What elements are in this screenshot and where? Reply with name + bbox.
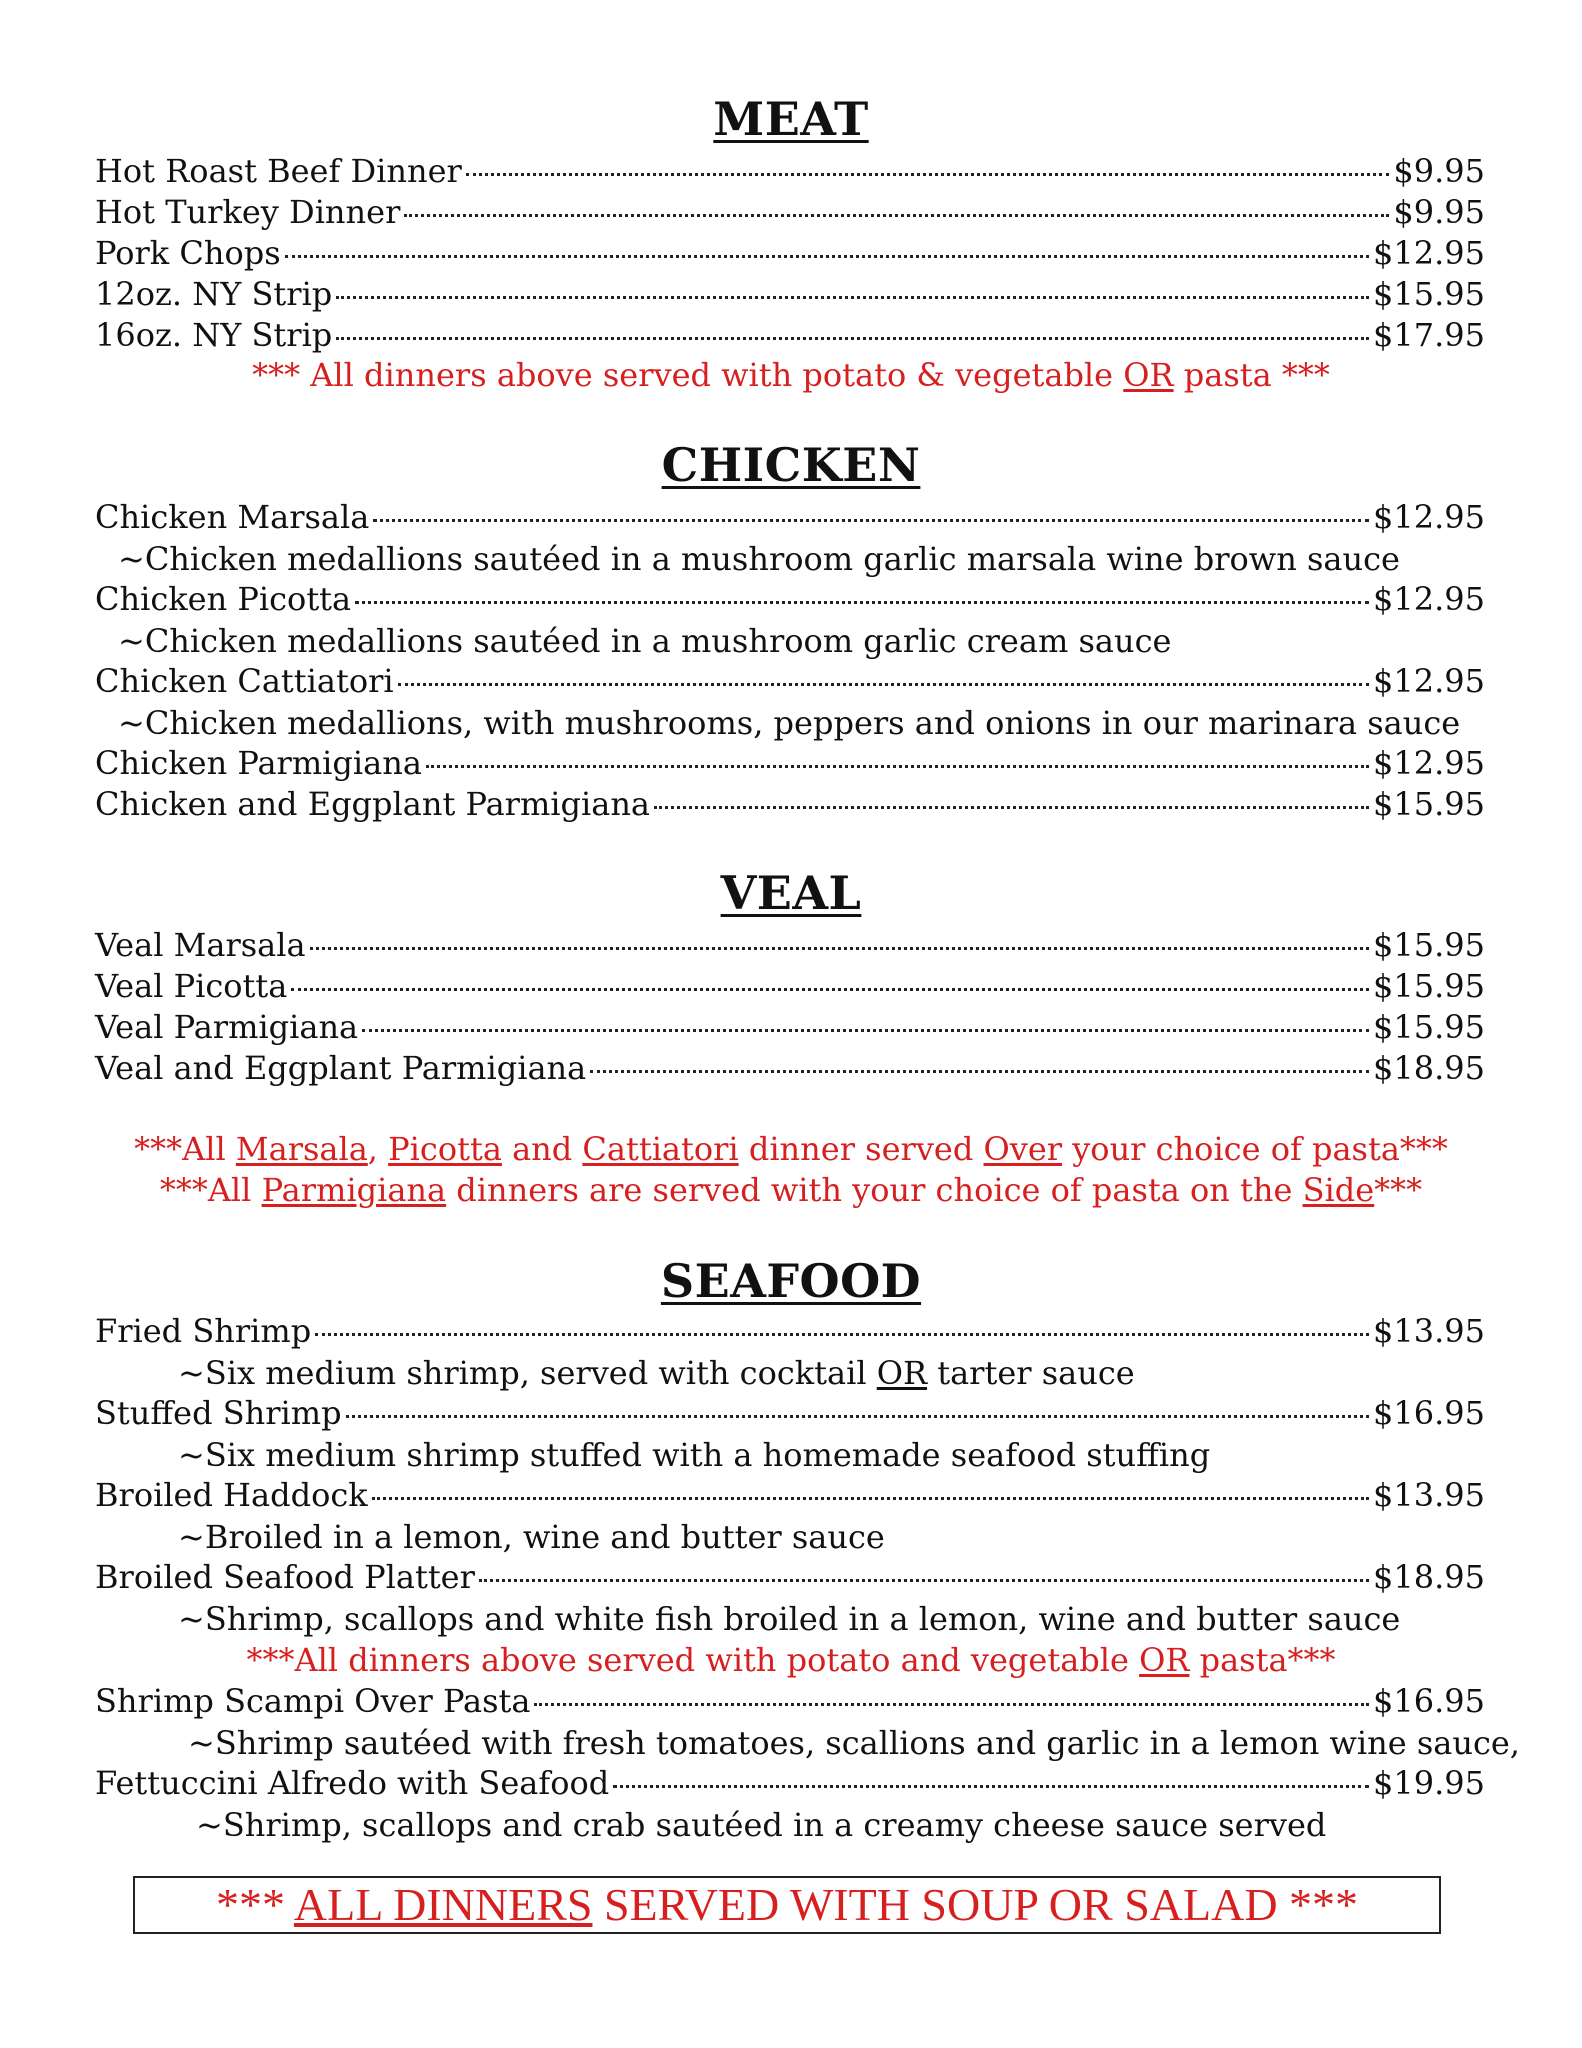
veal-note-1	[0, 1130, 1582, 1168]
item-price: $18.95	[1373, 1558, 1485, 1596]
note-underlined: Over	[983, 1130, 1063, 1168]
dot-leader	[479, 1579, 1369, 1582]
menu-item-row	[95, 967, 1485, 1007]
note-underlined: Parmigiana	[261, 1171, 447, 1209]
item-name: Hot Turkey Dinner	[95, 193, 401, 231]
dot-leader	[404, 214, 1389, 217]
item-price: $12.95	[1373, 580, 1485, 618]
menu-item-row	[95, 498, 1485, 538]
item-description: ~Chicken medallions sautéed in a mushroom garlic cream sauce	[118, 622, 1172, 660]
item-name: Veal Picotta	[95, 967, 288, 1005]
item-description: ~Chicken medallions, with mushrooms, peppers and onions in our marinara sauce	[118, 704, 1461, 742]
item-price: $12.95	[1373, 498, 1485, 536]
dot-leader	[426, 765, 1369, 768]
veal-note-2	[0, 1171, 1582, 1209]
menu-item-row	[95, 152, 1485, 192]
note-text: ***All dinners above served with potato and vegetable	[246, 1641, 1140, 1679]
item-name: Fried Shrimp	[95, 1312, 312, 1350]
dot-leader	[534, 1703, 1369, 1706]
note-text: pasta***	[1189, 1641, 1336, 1679]
item-price: $16.95	[1373, 1394, 1485, 1432]
dot-leader	[315, 1333, 1369, 1336]
dot-leader	[466, 173, 1390, 176]
item-price: $9.95	[1393, 152, 1485, 190]
menu-item-row	[95, 1312, 1485, 1352]
banner-underlined: ALL DINNERS	[293, 1879, 593, 1930]
banner-text: SERVED WITH SOUP OR SALAD ***	[592, 1879, 1359, 1930]
menu-item-row	[95, 193, 1485, 233]
item-name: 16oz. NY Strip	[95, 316, 333, 354]
note-text: ***	[1374, 1171, 1423, 1209]
item-price: $15.95	[1373, 275, 1485, 313]
item-price: $15.95	[1373, 1008, 1485, 1046]
item-price: $17.95	[1373, 316, 1485, 354]
desc-text: ~Six medium shrimp, served with cocktail	[178, 1354, 877, 1392]
note-text: *** All dinners above served with potato & vegetable	[252, 356, 1124, 394]
note-underlined: Marsala	[235, 1130, 368, 1168]
note-underlined: OR	[1123, 356, 1174, 394]
dot-leader	[398, 683, 1369, 686]
item-name: Veal and Eggplant Parmigiana	[95, 1049, 587, 1087]
dot-leader	[372, 1497, 1369, 1500]
note-underlined: OR	[1139, 1641, 1190, 1679]
dot-leader	[355, 601, 1369, 604]
item-name: Broiled Haddock	[95, 1476, 368, 1514]
dot-leader	[373, 519, 1369, 522]
item-description: ~Shrimp sautéed with fresh tomatoes, scallions and garlic in a lemon wine sauce,	[188, 1724, 1520, 1762]
menu-item-row	[95, 316, 1485, 356]
item-description: ~Broiled in a lemon, wine and butter sauce	[178, 1518, 885, 1556]
item-name: Chicken Parmigiana	[95, 744, 422, 782]
menu-item-row	[95, 275, 1485, 315]
menu-item-row	[95, 1008, 1485, 1048]
chicken-heading: CHICKEN	[661, 438, 921, 492]
item-name: Shrimp Scampi Over Pasta	[95, 1682, 531, 1720]
item-price: $15.95	[1373, 967, 1485, 1005]
item-price: $13.95	[1373, 1312, 1485, 1350]
item-price: $18.95	[1373, 1049, 1485, 1087]
menu-item-row	[95, 662, 1485, 702]
dot-leader	[291, 988, 1369, 991]
item-description: ~Six medium shrimp stuffed with a homemade seafood stuffing	[178, 1436, 1211, 1474]
note-text: your choice of pasta***	[1062, 1130, 1448, 1168]
item-name: Chicken Picotta	[95, 580, 352, 618]
note-text: pasta ***	[1173, 356, 1330, 394]
menu-item-row	[95, 926, 1485, 966]
note-underlined: Side	[1302, 1171, 1375, 1209]
note-underlined: Picotta	[388, 1130, 502, 1168]
item-name: Chicken and Eggplant Parmigiana	[95, 785, 650, 823]
note-text: ***All	[134, 1130, 236, 1168]
menu-item-row	[95, 785, 1485, 825]
desc-text: tarter sauce	[927, 1354, 1135, 1392]
seafood-note	[0, 1641, 1582, 1679]
item-name: Chicken Cattiatori	[95, 662, 394, 700]
item-name: Chicken Marsala	[95, 498, 370, 536]
dot-leader	[336, 337, 1369, 340]
menu-item-row	[95, 1049, 1485, 1089]
item-price: $13.95	[1373, 1476, 1485, 1514]
item-description	[178, 1354, 1135, 1392]
item-name: Pork Chops	[95, 234, 281, 272]
menu-item-row	[95, 1476, 1485, 1516]
seafood-heading: SEAFOOD	[660, 1254, 922, 1308]
item-name: Veal Parmigiana	[95, 1008, 359, 1046]
note-text: ,	[367, 1130, 389, 1168]
dot-leader	[310, 947, 1369, 950]
item-price: $9.95	[1393, 193, 1485, 231]
item-name: 12oz. NY Strip	[95, 275, 333, 313]
dot-leader	[613, 1785, 1369, 1788]
menu-item-row	[95, 1558, 1485, 1598]
item-description: ~Shrimp, scallops and white fish broiled in a lemon, wine and butter sauce	[178, 1600, 1401, 1638]
dot-leader	[336, 296, 1369, 299]
note-text: and	[501, 1130, 583, 1168]
dot-leader	[654, 806, 1369, 809]
item-description: ~Chicken medallions sautéed in a mushroom garlic marsala wine brown sauce	[118, 540, 1400, 578]
item-name: Broiled Seafood Platter	[95, 1558, 475, 1596]
item-name: Stuffed Shrimp	[95, 1394, 342, 1432]
item-name: Fettuccini Alfredo with Seafood	[95, 1764, 610, 1802]
soup-or-salad-banner	[133, 1876, 1441, 1934]
menu-item-row	[95, 580, 1485, 620]
item-name: Hot Roast Beef Dinner	[95, 152, 462, 190]
dot-leader	[362, 1029, 1369, 1032]
item-price: $16.95	[1373, 1682, 1485, 1720]
item-description: ~Shrimp, scallops and crab sautéed in a creamy cheese sauce served	[196, 1806, 1327, 1844]
menu-item-row	[95, 234, 1485, 274]
menu-item-row	[95, 744, 1485, 784]
meat-note	[0, 356, 1582, 394]
item-price: $15.95	[1373, 785, 1485, 823]
dot-leader	[590, 1070, 1369, 1073]
note-text: dinner served	[738, 1130, 984, 1168]
item-price: $12.95	[1373, 744, 1485, 782]
veal-heading: VEAL	[720, 866, 862, 920]
note-text: dinners are served with your choice of pasta on the	[446, 1171, 1303, 1209]
item-name: Veal Marsala	[95, 926, 306, 964]
dot-leader	[285, 255, 1369, 258]
item-price: $15.95	[1373, 926, 1485, 964]
item-price: $12.95	[1373, 662, 1485, 700]
item-price: $19.95	[1373, 1764, 1485, 1802]
dot-leader	[346, 1415, 1369, 1418]
item-price: $12.95	[1373, 234, 1485, 272]
desc-underlined: OR	[876, 1354, 928, 1392]
menu-item-row	[95, 1764, 1485, 1804]
menu-item-row	[95, 1682, 1485, 1722]
note-text: ***All	[159, 1171, 262, 1209]
meat-heading: MEAT	[713, 92, 869, 146]
note-underlined: Cattiatori	[582, 1130, 739, 1168]
banner-text: ***	[215, 1879, 294, 1930]
menu-item-row	[95, 1394, 1485, 1434]
